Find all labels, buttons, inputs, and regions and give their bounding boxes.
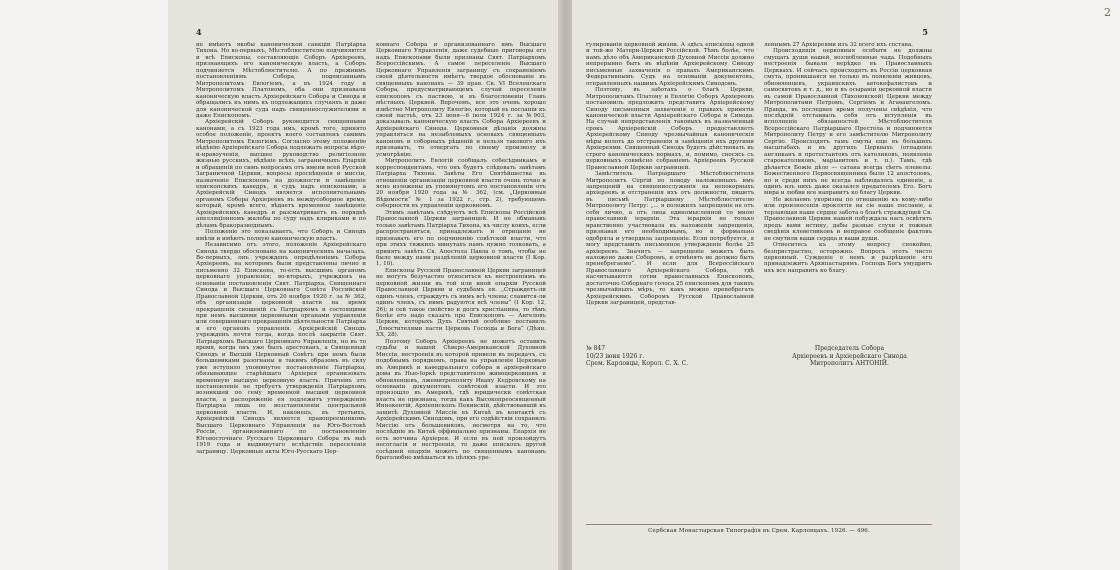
document-reference [586, 345, 716, 368]
printer-imprint: Сербская Монастырская Типографія въ Срем. Карловцахъ. 1926. — 496. [586, 524, 932, 534]
left-page-columns [196, 42, 546, 461]
paragraph: Положеніе это показываетъ, что Соборъ и Синодъ имѣли и имѣютъ полную каноническую власть. [196, 229, 366, 242]
left-page-column-2 [376, 42, 546, 461]
signatory-name: Митрополитъ АНТОНІЙ. [810, 360, 889, 368]
signatory [767, 345, 932, 368]
paragraph: ковнаго Собора и организованнаго имъ Высшаго Церковнаго Управленія, даже судебные приговоры его надъ Епископами были признаны Свят. Патріархомъ Всероссійскимъ. А самое переселеніе Высшаго Церковнаго Управленія заграницу съ сохраненіемъ своей дѣятельности имѣетъ твердое обоснованіе въ священныхъ канонахъ — 39 прав. Св. VI Вселенскаго Собора, предусматривающемъ случай переселенія епископовъ съ паствою, и въ благословеніи Главъ мѣстныхъ Церквей. Впрочемъ, все это очень хорошо извѣстно Митрополиту Евлогію, который въ посланіи къ своей пастьѣ, отъ 23 іюня—6 іюля 1924 г. за №903, доказывалъ каноническую власть Собора Архіереевъ и Архіерейскаго Синода. Церковныя дѣланія должны управляться на незыблемыхъ основахъ священныхъ каноновъ и соборныхъ рѣшеній и нельзя такового ихъ признавать, то отвергать по своему произволу и усмотрѣнію. [376, 42, 546, 158]
paragraph: Отнеситесь къ этому вопросу спокойно, безпристрастно, осторожно. Вопросъ этотъ чисто церковный. Сужденіе о немъ и разрѣшеніе его принадлежитъ Архипастырямъ. Господь Богъ умудритъ ихъ все направить ко благу. [764, 242, 932, 274]
paragraph: Митрополитъ Евлогій сообщалъ собесѣдникамъ и корреспондентамъ, что онъ будетъ слѣдовать завѣтамъ Патріарха Тихона. Завѣты Его Святѣйшества въ отношеніи организаціи церковной власти очень точно и ясно изложены въ упомянутомъ его постановленіи отъ 20 ноября 1920 года за № 362, (см. „Церковныя Вѣдомости“ № 1 за 1922 г., стр. 2), требующемъ соборности въ управленіи церковномъ. [376, 158, 546, 210]
document-place: Срем. Карловцы, Корол. С. Х. С. [586, 360, 689, 368]
paragraph: Этимъ завѣтамъ слѣдуютъ всѣ Епископы Россійской Православной Церкви заграницей. И не обманывъ только завѣтамъ Патріарха Тихона, къ числу коихъ, если распространяться, принадлежатъ и отрицаніе не признавать его по подчиненію совѣтской власти, что при этихъ тяжкихъ минутахъ намъ нужно толковать, а принятъ завѣтъ Св. Апостола Павла о томъ, чтобы не было между нами раздѣленій церковной власти (I Кор. 1, 10). [376, 209, 546, 268]
paragraph: Архіерейскій Соборъ руководится священными канонами, а съ 1923 года имъ, кромѣ того, принято особое положеніе, проектъ коего составленъ самимъ Митрополитомъ Евлогіемъ. Согласно этому положенію вѣдѣнію Архіерейскаго Собора подлежатъ вопросы вѣро-и-нравоученія, высшее руководство религіозною жизнью русскихъ, вѣдѣніе всѣхъ заграничныхъ Епархій и обращеній по симъ вопросамъ отъ имени всей Русской Заграничной Церкви, вопросы просвѣщенія и миссіи, назначеніе Епископовъ на должности и замѣщеніе епископскихъ каѳедръ, и судъ надъ епископами; а Архіерейскій Синодъ является исполнительнымъ органомъ Собора Архіереевъ въ междусоборное время, который, кромѣ всего, вѣдаетъ временное замѣщеніе Архіерейскихъ каѳедръ и разсматриваетъ въ порядкѣ апелляціонномъ жалобы по суду надъ клириками и по дѣламъ бракоразводнымъ. [196, 119, 366, 229]
paragraph: Поэтому Соборъ Архіереевъ не можетъ оставить судьбы и нашей Сѣверо-Американской Духовной Миссіи, нестроенія въ которой привели въ передачъ, съ подобнымъ порядкомъ, права на управленіе Церковью въ Америкѣ и каѳедральнаго собора и архіерейскаго дома въ Нью-Іоркѣ представителю живоцерковцевъ и обновленцевъ, лжемитрополиту Ивану Кедровскому на основаніи документовъ совѣтской власти. И это произошло въ Америкѣ, гдѣ юридически совѣтская власть не признана, тогда какъ Высокопреосвященный Иннокентій, Архіепископъ Пекинскій, дѣйствовавшій въ защитѣ Духовной Миссіи въ Китаѣ въ контактѣ съ Архіерейскимъ Синодомъ, при его содѣйствіи сохранилъ Миссію отъ большевиковъ, несмотря на то, что послѣдніе въ Китаѣ оффиціально признаны. Епархія не есть вотчина Архіерея. И если въ ней произойдутъ несогласія и нестроенія, то даже епископъ другой сосѣдней епархіи можетъ по священнымъ канонамъ братолюбно вмѣшаться въ цѣляхъ уре- [376, 338, 546, 461]
left-page-column-1 [196, 42, 366, 461]
paragraph: не имѣютъ якобы канонической санкціи Патріарха Тихона. Но во-первыхъ, Мѣстоблюстителю подчиняются и всѣ Епископы, составляющіе Соборъ Архіереевъ, признающихъ его каноническую власть, а Соборъ подчиняется Мѣстоблюстителю. А по прежнимъ постановленіямъ Собора, подписаннымъ Митрополитомъ Евлогіемъ, а въ 1924 году и Митрополитомъ Платономъ, оба они признавали каноническую власть Архіерейскаго Собора и Синода и обращались къ нимъ въ подлежащихъ случаяхъ и даже для канонической суда надъ священнослужителями и даже Епископомъ. [196, 42, 366, 119]
paragraph: Не желаемъ укоризны по отношенію къ кому-либо или произнесенія проклятія на сіе наше посланіе, а терзающая наше сердце забота о благѣ страждущей Св. Православной Церкви нашей побуждала насъ освѣтить предъ вами истину, дабы разные слухи и ложныя сведѣнія клеветниковъ и неправое сообщеніе фактовъ не смутили ваши сердца и ваши души. [764, 196, 932, 242]
page-number-right: 5 [922, 27, 928, 37]
paragraph: Епископы Русской Православной Церкви заграницей не могутъ безучастно относиться къ нестроеніямъ въ церковной жизни въ той или иной епархіи Русской Православной Церкви и судьбамъ ея. „Страждетъ-ли одинъ членъ, страждутъ съ нимъ всѣ члены; славится-ли одинъ членъ, съ нимъ радуются всѣ члены“ (I Кор. 12, 26); и сей такое свойство и долгъ христіанина, то тѣмъ болѣе его надо сказать про Епископовъ — Ангеловъ Церкви, которыхъ Духъ Святый особливо поставилъ „блюстителями пасти Церковь Господа и Бога“ (Дѣян. XX, 28). [376, 267, 546, 339]
right-page-column-2 [764, 42, 932, 307]
document-date: 10/23 іюня 1926 г. [586, 352, 645, 360]
right-page-columns [586, 42, 932, 307]
paragraph: Происходящія церковныя особыти не должны смущать души вашей, возлюбленные чада. Подобныхъ нестроенія бывали нерѣдко въ Православныхъ Церквахъ. И сейчасъ происходятъ въ Россіи церковная смута, проникшаяся не только въ появленіи живцовъ, обновленцевъ, украинскихъ автокефалистовъ и самосвятовъ и т. д., но и въ осыраніи церковной власти въ самой Православной (Тихоновской) Церкви между Митрополитами Петромъ, Сергіемъ и Агаѳангеломъ. Правда, въ последнее время получены свѣдѣнія, что послѣдній отстаивалъ себя отъ вступленія въ исполненіе обязанностей Мѣстоблюстителя Всероссійскаго Патріаршаго Престола и подчиняется Митрополиту Петру и его замѣстителю Митрополиту Сергію. Происходятъ тамъ смуты еще въ большихъ масштабахъ и въ другихъ Церквахъ (отпаденіе англиканъ и протестантовъ отъ католиковъ, появленіе старокатоликовъ, маріавитовъ и т. п.). Тамъ, гдѣ дѣлается Божіе дѣло — сатана всегда сѣетъ плевелы. Божественного Первосвященника было 12 апостоловъ, но и среди нихъ не всегда наблюдалось единеніе, а одинъ изъ нихъ даже оказался предателемъ Его. Богъ мира и любви все направитъ ко благу Церкви. [764, 48, 932, 197]
paragraph: леннымъ 27 Архіереями изъ 32 всего ихъ состава. [764, 42, 913, 48]
paragraph: Поэтому, въ заботахъ о благѣ Церкви, Митрополитамъ Платону и Евлогію Соборъ Архіереевъ постановилъ предложить представить Архіерейскому Синоду письменныя захваченія о правахъ принятія канонической власти Архіерейскаго Собора и Синода. На случай непредставленія таковыхъ въ назначенный срокъ Архіерейскій Соборъ предоставляетъ Архіерейскому Синоду чрезвычайныя каноническія мѣры вплоть до отстраненія и замѣщенія ихъ другими Архіереями. Священный Синодъ будетъ дѣйствовать въ строго каноническихъ нормахъ, и, помимо, сносясь съ церковныхъ совмѣсно собраніемъ Архіереевъ Русской Православной Церкви заграницей. [586, 87, 754, 171]
left-page [168, 0, 560, 570]
signatory-body: Архіереевъ и Архіерейскаго Синода [792, 352, 907, 360]
edge-mark: 2 [1104, 6, 1111, 19]
right-page [572, 0, 960, 570]
document-number: № 847 [586, 345, 606, 352]
signatory-title: Председатель Собора [814, 345, 885, 352]
paragraph: Независимо отъ этого, положеніе Архіерейскаго Синода твердо обосновано на каноническихъ началахъ. Во-первыхъ, онъ учрежденъ опредѣленіемъ Собора Архіереевъ, на которомъ были представлены лично и письменно 32 Епископа, то-есть высшимъ органомъ церковнаго управленія; во-вторыхъ, учрежденъ на основаніи постановленія Свят. Патріарха, Священнаго Синода и Высшаго Церковнаго Совѣта Российской Православной Церкви, отъ 20 ноября 1920 г. за № 362, объ организаціи церковной власти на время прекращенія сношеній съ Патріархомъ и состоящими при немъ высшими церковными органами управленія или совершеннаго прекращенія дѣятельности Патріарха и его органовъ управленія. Архіерейскій Синодъ учрежденъ почти тогда, когда послѣ закрытія Свят. Патріархомъ Высшаго Церковнаго Управленія, но въ то время, когда онъ уже былъ арестованъ, а Священный Синодъ и Высшій Церковный Совѣтъ при немъ были большевиками разогнаны и такимъ образомъ въ силу уже вступило упомянутое постановленіе Патріарха, обязывающее старѣйшаго Архіерея организовать временную высшую церковную власть. Причемъ это постановленіе не требуетъ утвержденія Патріархомъ возникшей по сему временной высшей церковной власти, а распоряженіе ея подлежитъ утвержденію Патріарха лишь по возстановленіи центральной церковной власти. И, наконецъ, въ третьихъ, Архіерейскій Синодъ является правопреемникомъ Высшаго Церковнаго Управленія на Юго-Востокѣ Россіи, организованнаго по постановленію Юговосточнаго Русскаго Церковнаго Собора въ маѣ 1919 года и выдвинутаго вслѣдствіе переселенія заграницу. Церковные акты Юго-Русскаго Цер- [196, 242, 366, 455]
paragraph: Замѣститель Патріаршаго Мѣстоблюстителя Митрополитъ Сергій по поводу наложенныхъ имъ запрещеній на священнослуженія на непокорныхъ архіереевъ и отстраненія ихъ отъ должности, пишетъ въ письмѣ Патріаршему Мѣстоблюстителю Митрополиту Петру: „... я положилъ запрещеніе не отъ себя лично, а отъ лица единомысленной со мною православной іерархіи. Эта іерархія не только нравственно участвовала въ наложеніи запрещенія, признавая его необходимымъ, но и формально одобряла и утвердила запрещеніе. Если потребуется, я могу представить письменное утвержденіе болѣе 25 архіереевъ. Значитъ — запрещеніе можетъ быть наложено даже Соборомъ, и отмѣнять не должно быть пренебрегаемо“. И если для Всероссійскаго Православнаго Архіерейскаго Собора, гдѣ насчитываются сотни православныхъ Епископовъ, достаточно Соборнаго голоса 25 епископовъ для такихъ чрезвычайныхъ мѣръ, то какъ можно пренебрегать Архіерейскимъ Соборомъ Русской Православной Церкви заграницей, представ- [586, 171, 754, 307]
right-page-column-1 [586, 42, 754, 307]
page-number-left: 4 [196, 27, 202, 37]
paragraph: гулированія церковной жизни. А здѣсь епископы одной и той-же Матери-Церкви Россійской. Тѣмъ болѣе, что намъ дѣло объ Американской Духовной Миссіи должно непрерывно быть въ вѣдѣніи Архіерейскому Синоду письменные захваченія о правахъ Американскимъ Федеративнымъ Судъ на основаніи документовъ, отправленныхъ нашимъ Архіерейскимъ Синодомъ. [586, 42, 754, 87]
signature-block [586, 345, 932, 368]
